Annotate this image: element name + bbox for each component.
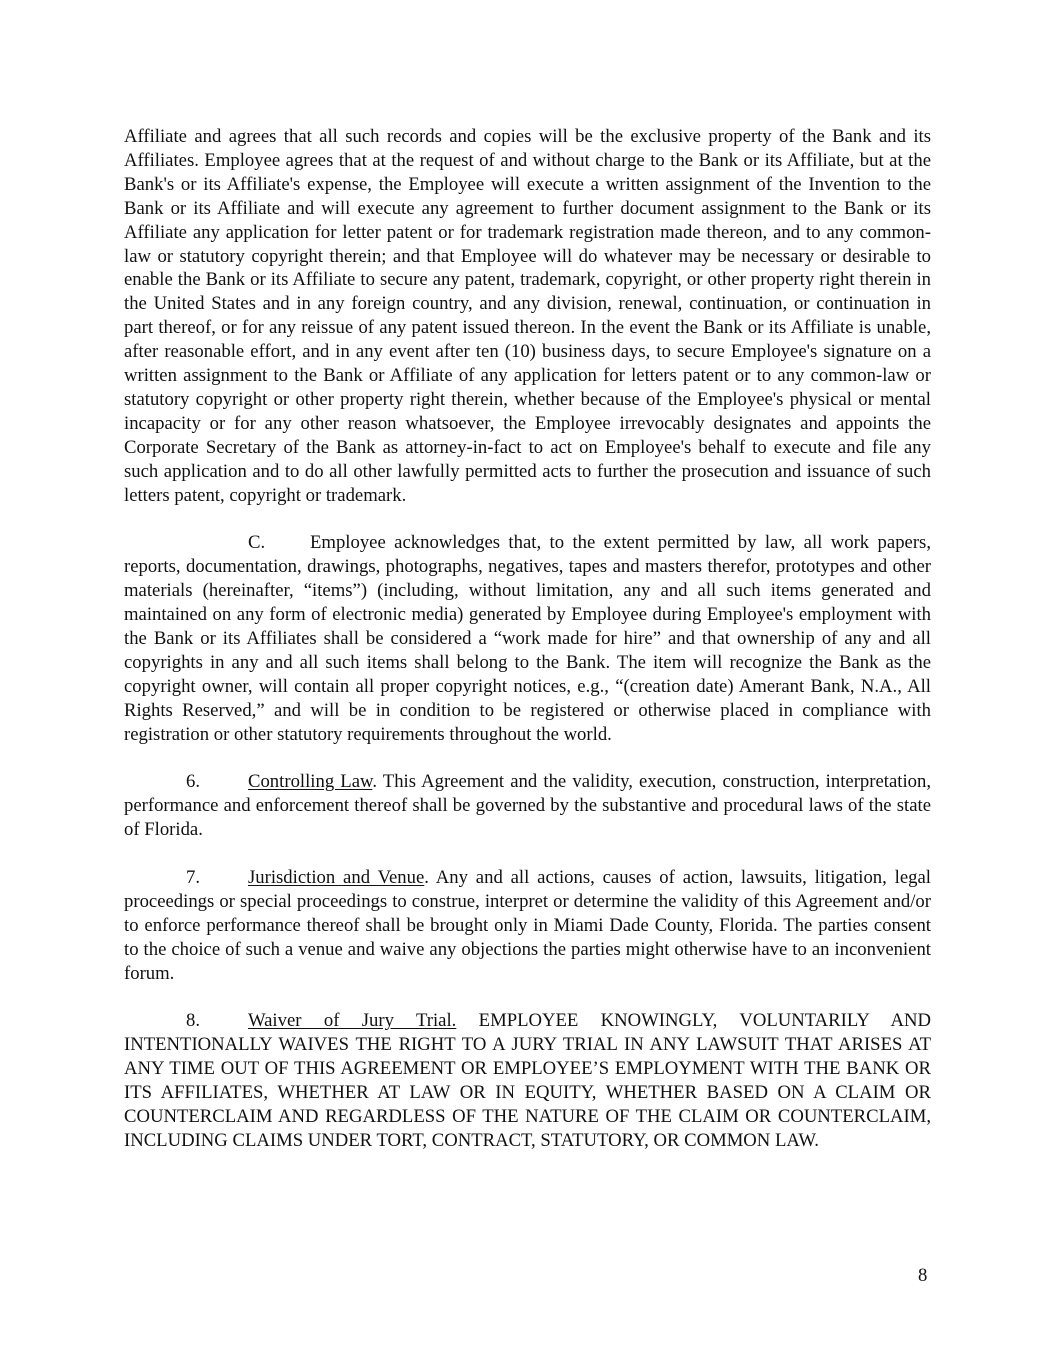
page-number: 8	[918, 1265, 928, 1286]
section-8-text: EMPLOYEE KNOWINGLY, VOLUNTARILY AND INTENTIONALLY WAIVES THE RIGHT TO A JURY TRIAL IN ANY LAWSUIT THAT ARISES AT ANY TIME OUT OF THIS AGREEMENT OR EMPLOYEE’S EMPLOYMENT WITH THE BANK OR ITS AFFILIATES, WHETHER AT LAW OR IN EQUITY, WHETHER BASED ON A CLAIM OR COUNTERCLAIM AND REGARDLESS OF THE NATURE OF THE CLAIM OR COUNTERCLAIM, INCLUDING CLAIMS UNDER TORT, CONTRACT, STATUTORY, OR COMMON LAW.	[124, 1010, 932, 1151]
section-7-number: 7.	[186, 867, 201, 889]
section-c-text: Employee acknowledges that, to the extent permitted by law, all work papers, reports, documentation, drawings, photographs, negatives, tapes and masters therefor, prototypes and other materials (hereinafter, “items”) (including, without limitation, any and all such items generated and maintained on any form of electronic media) generated by Employee during Employee's employment with the Bank or its Affiliates shall be considered a “work made for hire” and that ownership of any and all copyrights in any and all such items shall belong to the Bank. The item will recognize the Bank as the copyright owner, will contain all proper copyright notices, e.g., “(creation date) Amerant Bank, N.A., All Rights Reserved,” and will be in condition to be registered or otherwise placed in compliance with registration or other statutory requirements throughout the world.	[124, 532, 931, 745]
section-8-number: 8.	[186, 1010, 201, 1032]
section-7-text: . Any and all actions, causes of action, lawsuits, litigation, legal proceedings or special proceedings to construe, interpret or determine the validity of this Agreement and/or to enforce performance thereof shall be brought only in Miami Dade County, Florida. The parties consent to the choice of such a venue and waive any objections the parties might otherwise have to an inconvenient forum.	[124, 867, 931, 984]
paragraph-section-8	[124, 1009, 931, 1152]
paragraph-section-7	[124, 866, 931, 986]
section-8-heading: Waiver of Jury Trial.	[248, 1010, 457, 1032]
paragraph-section-c	[124, 531, 931, 746]
section-c-label: C.	[248, 532, 266, 554]
section-6-number: 6.	[186, 771, 201, 793]
document-page	[124, 125, 931, 1177]
paragraph-section-6	[124, 770, 931, 842]
paragraph-inventions-continuation: Affiliate and agrees that all such records and copies will be the exclusive property of the Bank and its Affiliates. Employee agrees that at the request of and without charge to the Bank or its Affiliate, but at the Bank's or its Affiliate's expense, the Employee will execute a written assignment of the Invention to the Bank or its Affiliate and will execute any agreement to further document assignment to the Bank or its Affiliate any application for letter patent or for trademark registration made thereon, and to any common-law or statutory copyright therein; and that Employee will do whatever may be necessary or desirable to enable the Bank or its Affiliate to secure any patent, trademark, copyright, or other property right therein in the United States and in any foreign country, and any division, renewal, continuation, or continuation in part thereof, or for any reissue of any patent issued thereon. In the event the Bank or its Affiliate is unable, after reasonable effort, and in any event after ten (10) business days, to secure Employee's signature on a written assignment to the Bank or Affiliate of any application for letters patent or to any common-law or statutory copyright or other property right therein, whether because of the Employee's physical or mental incapacity or for any other reason whatsoever, the Employee irrevocably designates and appoints the Corporate Secretary of the Bank as attorney-in-fact to act on Employee's behalf to execute and file any such application and to do all other lawfully permitted acts to further the prosecution and issuance of such letters patent, copyright or trademark.	[124, 126, 931, 506]
section-6-text: . This Agreement and the validity, execution, construction, interpretation, performance and enforcement thereof shall be governed by the substantive and procedural laws of the state of Florida.	[124, 771, 932, 841]
section-7-heading: Jurisdiction and Venue	[248, 867, 425, 889]
section-6-heading: Controlling Law	[248, 771, 373, 793]
